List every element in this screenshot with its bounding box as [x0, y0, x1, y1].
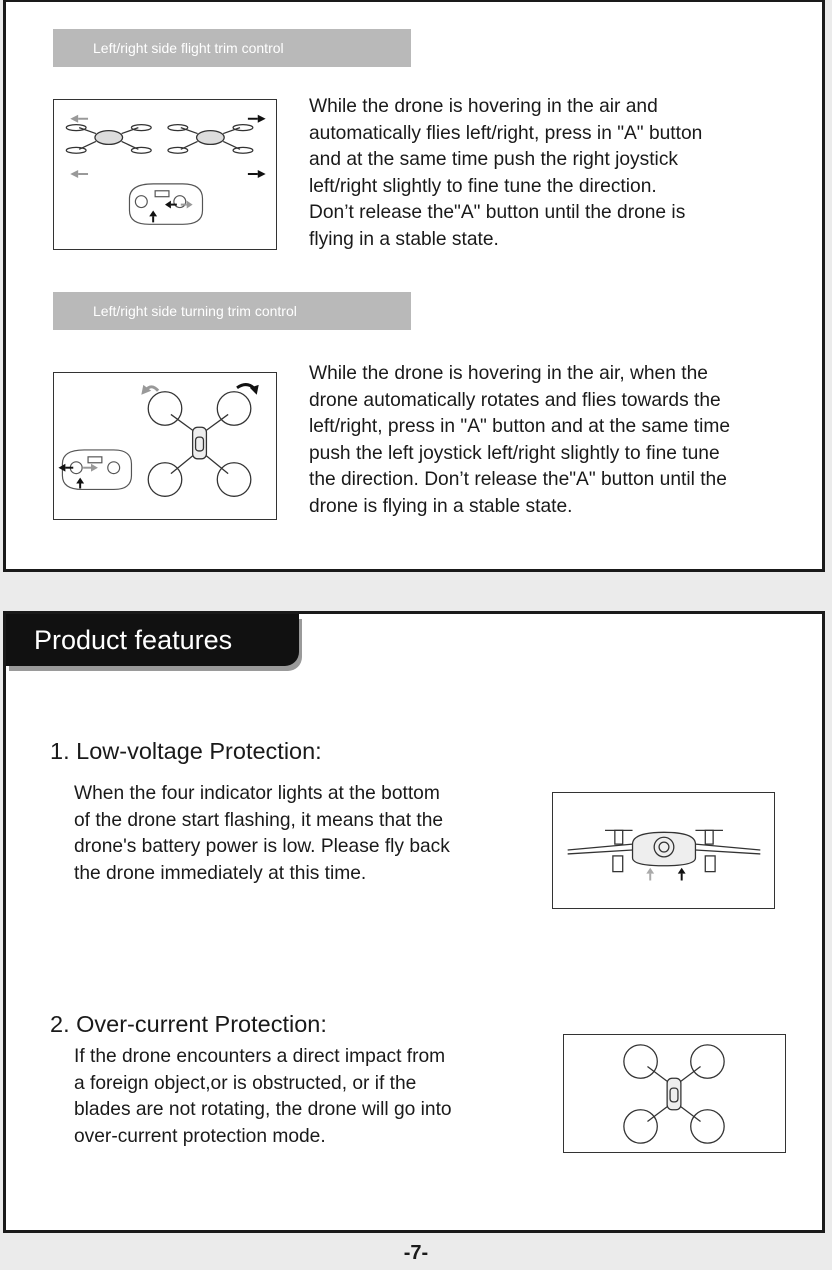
feature-text-low-voltage: When the four indicator lights at the bottom of the drone start flashing, it means that the drone's battery power is low. Please fly back the drone immediately at this time.	[74, 783, 450, 884]
section-title-turning-trim: Left/right side turning trim control	[53, 292, 411, 330]
instruction-panel-trim	[3, 0, 825, 572]
feature-heading-over-current: 2. Over-current Protection:	[50, 1011, 327, 1037]
feature-text-over-current: If the drone encounters a direct impact from a foreign object,or is obstructed, or if the blades are not rotating, the drone will go into over-current protection mode.	[74, 1046, 452, 1147]
feature-heading-low-voltage: 1. Low-voltage Protection:	[50, 738, 322, 764]
flight-trim-illustration	[54, 100, 276, 249]
low-voltage-diagram	[552, 792, 775, 909]
turning-trim-illustration	[54, 373, 276, 519]
turning-trim-diagram	[53, 372, 277, 520]
drone-front-view-illustration	[553, 793, 774, 908]
flight-trim-description: While the drone is hovering in the air and automatically flies left/right, press in "A" button and at the same time push the right joystick left/right slightly to fine tune the direction. Don’t release the"A" button until the drone is flying in a stable state.	[309, 96, 703, 250]
drone-top-view-illustration	[564, 1035, 785, 1152]
product-features-panel	[3, 611, 825, 1233]
over-current-diagram	[563, 1034, 786, 1153]
page-number: -7-	[403, 1242, 429, 1264]
turning-trim-description: While the drone is hovering in the air, when the drone automatically rotates and flies towards the left/right, press in "A" button and at the same time push the left joystick left/right slightly to fine tune the direction. Don’t release the"A" button until the drone is flying in a stable state.	[309, 363, 731, 517]
section-title-flight-trim: Left/right side flight trim control	[53, 29, 411, 67]
flight-trim-diagram	[53, 99, 277, 250]
product-features-title: Product features	[6, 614, 299, 666]
